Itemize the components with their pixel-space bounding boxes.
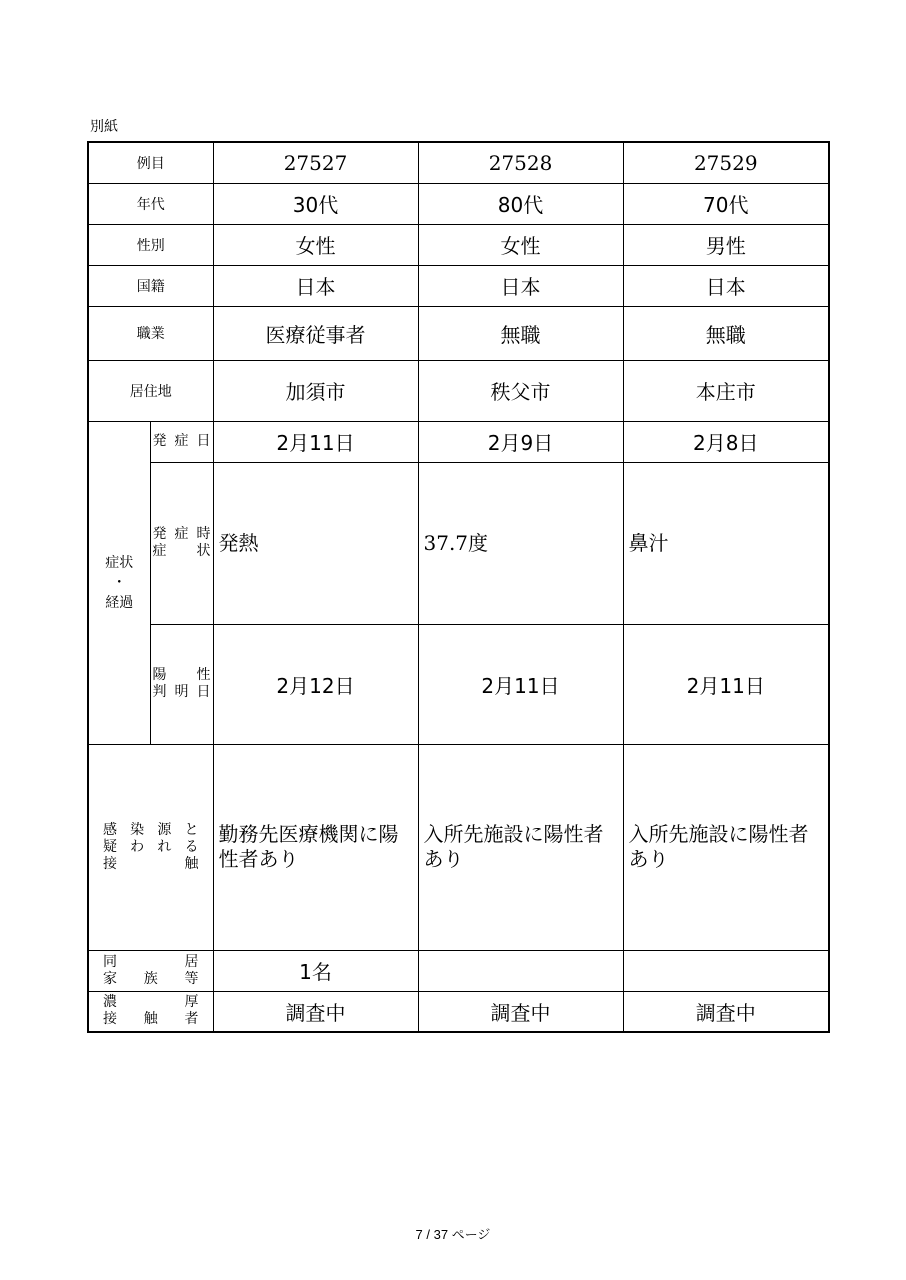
case-3-infection-source: 入所先施設に陽性者あり — [623, 744, 829, 950]
attachment-label: 別紙 — [90, 119, 118, 135]
case-2-occupation: 無職 — [418, 306, 623, 360]
case-2-infection-source: 入所先施設に陽性者あり — [418, 744, 623, 950]
case-3-nationality: 日本 — [623, 265, 829, 306]
case-1-infection-source: 勤務先医療機関に陽性者あり — [213, 744, 418, 950]
case-1-residence: 加須市 — [213, 360, 418, 421]
case-3-onset-date: 2月8日 — [623, 421, 829, 462]
page-indicator: 7 / 37 ページ — [415, 1227, 491, 1242]
case-1-case-no: 27527 — [213, 142, 418, 183]
case-2-positive-date: 2月11日 — [418, 624, 623, 744]
row-close-contacts — [88, 991, 829, 1032]
case-3-case-no: 27529 — [623, 142, 829, 183]
case-1-onset-date: 2月11日 — [213, 421, 418, 462]
case-3-sex: 男性 — [623, 224, 829, 265]
case-1-onset-symptoms: 発熱 — [213, 462, 418, 624]
case-1-positive-date: 2月12日 — [213, 624, 418, 744]
header-case-no: 例目 — [88, 142, 213, 183]
case-2-sex: 女性 — [418, 224, 623, 265]
header-symptom-group: 症状 ・ 経過 — [88, 421, 150, 744]
row-nationality — [88, 265, 829, 306]
case-3-age: 70代 — [623, 183, 829, 224]
row-onset-date — [88, 421, 829, 462]
case-3-residence: 本庄市 — [623, 360, 829, 421]
case-3-occupation: 無職 — [623, 306, 829, 360]
case-1-age: 30代 — [213, 183, 418, 224]
row-sex — [88, 224, 829, 265]
header-onset-symptoms: 発 症 時 症 状 — [150, 462, 213, 624]
header-nationality: 国籍 — [88, 265, 213, 306]
case-3-cohabiting-family — [623, 950, 829, 991]
row-age — [88, 183, 829, 224]
case-1-nationality: 日本 — [213, 265, 418, 306]
row-case-no — [88, 142, 829, 183]
case-3-positive-date: 2月11日 — [623, 624, 829, 744]
row-cohabiting-family — [88, 950, 829, 991]
header-residence: 居住地 — [88, 360, 213, 421]
header-positive-date: 陽 性 判 明 日 — [150, 624, 213, 744]
case-1-sex: 女性 — [213, 224, 418, 265]
header-close-contacts: 濃 厚 接 触 者 — [88, 991, 213, 1032]
case-2-nationality: 日本 — [418, 265, 623, 306]
case-1-cohabiting-family: 1名 — [213, 950, 418, 991]
header-cohabiting-family: 同 居 家 族 等 — [88, 950, 213, 991]
case-2-age: 80代 — [418, 183, 623, 224]
case-2-cohabiting-family — [418, 950, 623, 991]
case-3-close-contacts: 調査中 — [623, 991, 829, 1032]
header-sex: 性別 — [88, 224, 213, 265]
case-2-onset-symptoms: 37.7度 — [418, 462, 623, 624]
row-onset-symptoms — [88, 462, 829, 624]
row-residence — [88, 360, 829, 421]
case-1-occupation: 医療従事者 — [213, 306, 418, 360]
case-3-onset-symptoms: 鼻汁 — [623, 462, 829, 624]
case-1-close-contacts: 調査中 — [213, 991, 418, 1032]
row-infection-source — [88, 744, 829, 950]
header-infection-source: 感 染 源 と 疑 わ れ る 接 触 — [88, 744, 213, 950]
case-2-close-contacts: 調査中 — [418, 991, 623, 1032]
case-2-residence: 秩父市 — [418, 360, 623, 421]
header-age: 年代 — [88, 183, 213, 224]
case-2-onset-date: 2月9日 — [418, 421, 623, 462]
row-occupation — [88, 306, 829, 360]
case-2-case-no: 27528 — [418, 142, 623, 183]
header-occupation: 職業 — [88, 306, 213, 360]
case-table — [87, 141, 830, 1033]
header-onset-date: 発 症 日 — [150, 421, 213, 462]
row-positive-date — [88, 624, 829, 744]
